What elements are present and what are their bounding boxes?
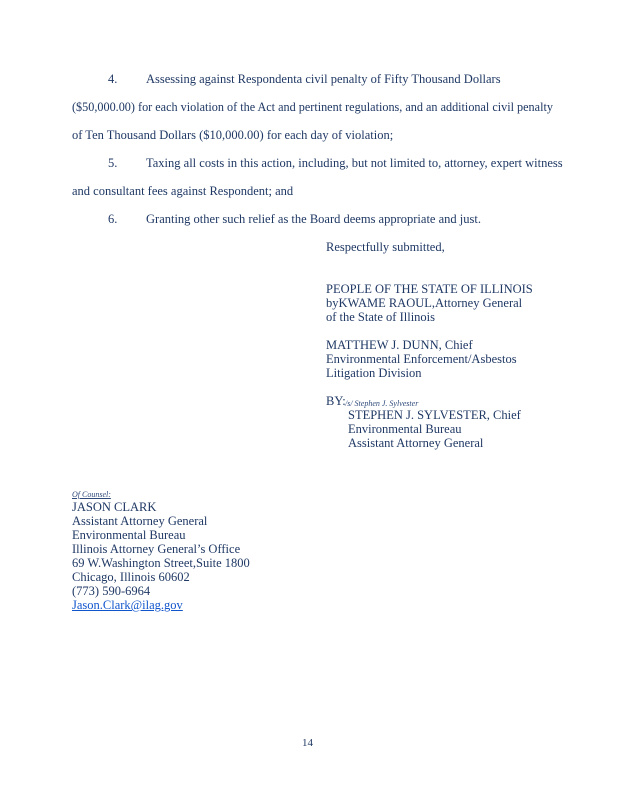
item-5-number: 5. [108,156,118,170]
counsel-address1: 69 W.Washington Street,Suite 1800 [72,556,250,570]
org-line2: byKWAME RAOUL,Attorney General [326,296,523,310]
counsel-title2: Environmental Bureau [72,528,186,542]
by-label: BY: [326,394,346,408]
item-4-text-line1: Assessing against Respondenta civil penalty of Fifty Thousand Dollars [146,72,501,86]
signer-title2: Assistant Attorney General [348,436,484,450]
counsel-title1: Assistant Attorney General [72,514,208,528]
chief-title2: Litigation Division [326,366,422,380]
counsel-email-link[interactable]: Jason.Clark@ilag.gov [72,598,183,612]
item-5-text-line2: and consultant fees against Respondent; and [72,184,294,198]
electronic-signature: /s/ Stephen J. Sylvester [345,399,419,408]
closing: Respectfully submitted, [326,240,445,254]
org-line3: of the State of Illinois [326,310,436,324]
signer-title1: Environmental Bureau [348,422,462,436]
item-5-text-line1: Taxing all costs in this action, including, but not limited to, attorney, expert witness [146,156,563,170]
chief-name: MATTHEW J. DUNN, Chief [326,338,473,352]
page-number: 14 [302,737,313,749]
item-6-text-line1: Granting other such relief as the Board deems appropriate and just. [146,212,481,226]
signer-name: STEPHEN J. SYLVESTER, Chief [348,408,521,422]
counsel-address2: Chicago, Illinois 60602 [72,570,190,584]
item-4-text-line2: ($50,000.00) for each violation of the Act and pertinent regulations, and an additional civil penalty [72,100,553,114]
counsel-name: JASON CLARK [72,500,157,514]
chief-title1: Environmental Enforcement/Asbestos [326,352,517,366]
counsel-office: Illinois Attorney General’s Office [72,542,241,556]
of-counsel-label: Of Counsel: [72,490,111,499]
org-line1: PEOPLE OF THE STATE OF ILLINOIS [326,282,533,296]
item-4-text-line3: of Ten Thousand Dollars ($10,000.00) for each day of violation; [72,128,394,142]
item-6-number: 6. [108,212,118,226]
counsel-phone: (773) 590-6964 [72,584,151,598]
item-4-number: 4. [108,72,118,86]
